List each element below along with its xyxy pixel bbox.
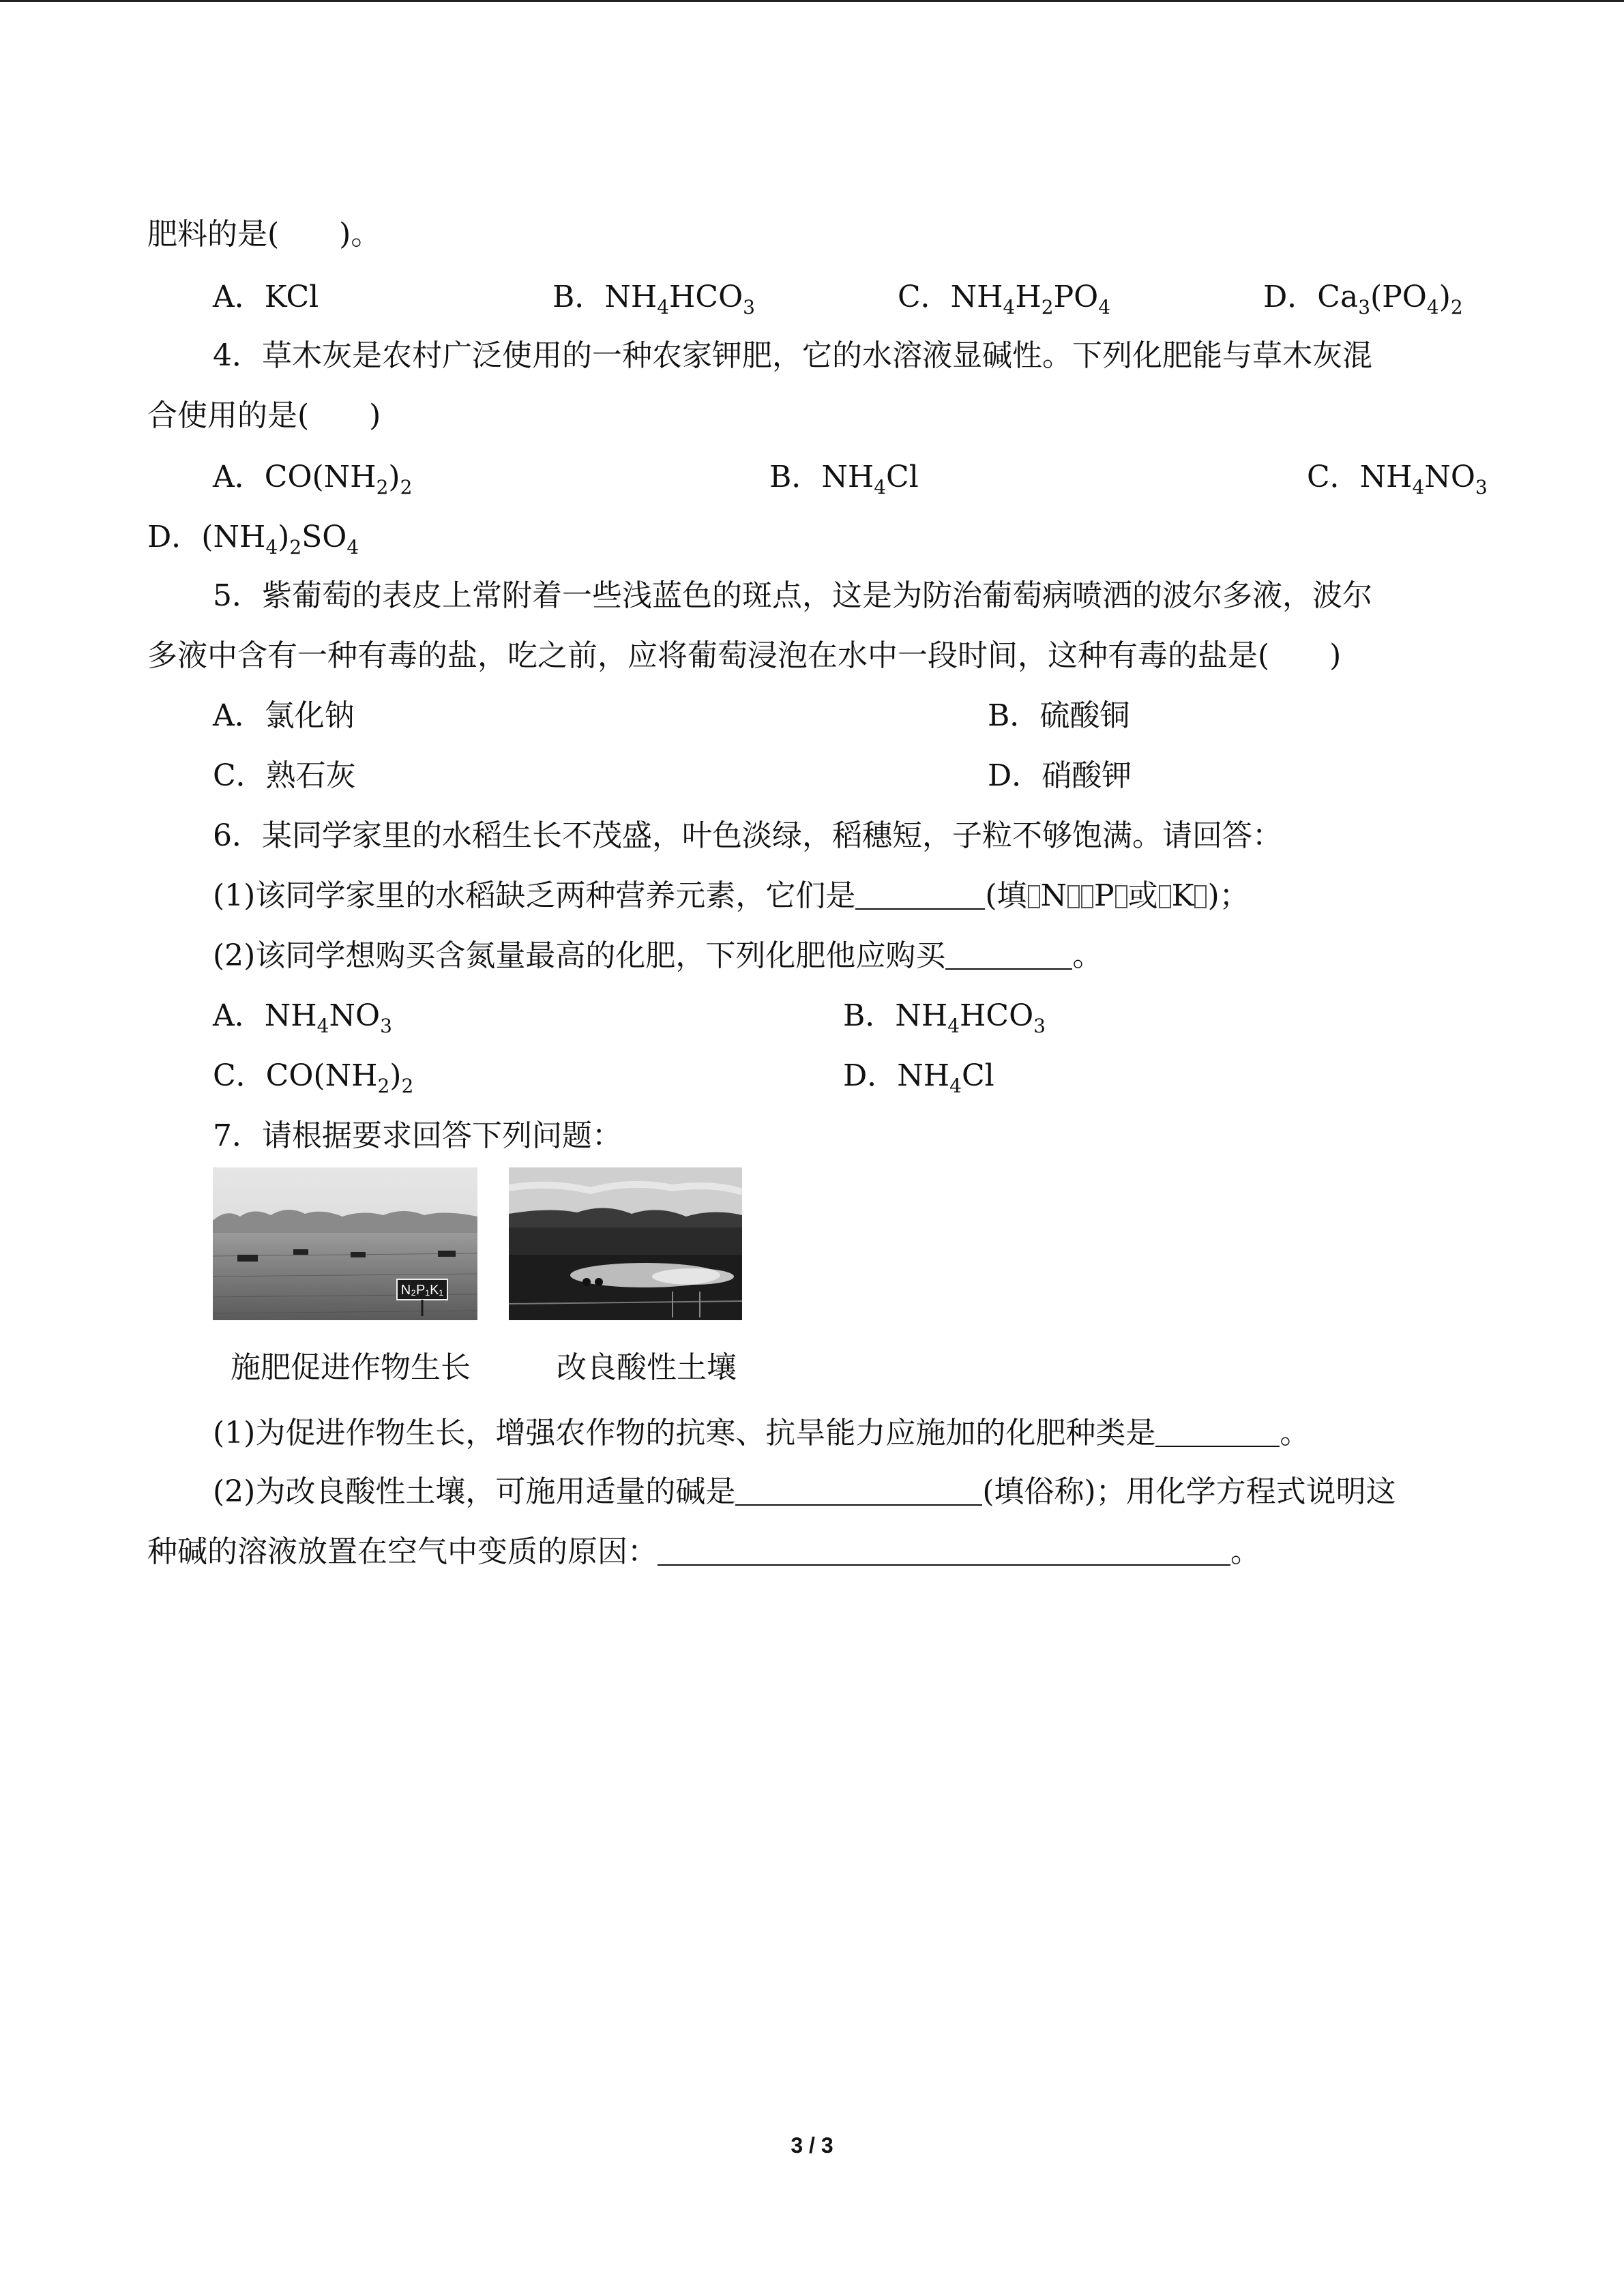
q6-option-d: D．$NH_4Cl$ — [843, 1058, 994, 1097]
q6-option-b: B．$NH_4HCO_3$ — [843, 998, 1046, 1037]
q6-box-5 — [1159, 885, 1171, 908]
q7-part2-line2: 种碱的溶液放置在空气中变质的原因： 。 — [147, 1534, 1260, 1569]
q7-part2-answer-blank[interactable] — [735, 1474, 982, 1506]
q4-option-d: D．$(NH_4)_2SO_4$ — [147, 520, 359, 558]
page-number: 3 / 3 — [791, 2133, 833, 2158]
q6-option-c: C．$CO(NH_2)_2$ — [213, 1058, 414, 1097]
q5-option-d: D．硝酸钾 — [988, 758, 1132, 793]
q7-stem: 7．请根据要求回答下列问题： — [213, 1118, 622, 1153]
q6-part1: (1)该同学家里的水稻缺乏两种营养元素，它们是 (填 N P 或 K )； — [213, 878, 1250, 913]
soil-improvement-photo — [509, 1167, 742, 1320]
q7-equation-answer-blank[interactable] — [658, 1534, 1230, 1566]
q3-tail: 肥料的是( )。 — [147, 217, 381, 252]
top-border — [0, 0, 1624, 2]
q5-stem-line2: 多液中含有一种有毒的盐，吃之前，应将葡萄浸泡在水中一段时间，这种有毒的盐是( ) — [147, 638, 1342, 673]
q6-part1-answer-blank[interactable] — [855, 878, 985, 910]
q5-option-a: A．氯化钠 — [213, 698, 355, 733]
q6-part2-answer-blank[interactable] — [945, 938, 1072, 970]
q7-part2-line1: (2)为改良酸性土壤，可施用适量的碱是 (填俗称)；用化学方程式说明这 — [213, 1474, 1396, 1509]
q6-box-2 — [1067, 885, 1080, 908]
fertilizer-sign-label: N₂P₁K₁ — [400, 1283, 444, 1298]
q4-option-a: A．$CO(NH_2)_2$ — [213, 460, 413, 498]
q4-option-c: C．$NH_4NO_3$ — [1307, 460, 1488, 498]
q5-option-c: C．熟石灰 — [213, 758, 356, 793]
q6-box-6 — [1194, 885, 1207, 908]
q3-option-b: B．$NH_4HCO_3$ — [552, 280, 755, 318]
q3-option-d: D．$Ca_3(PO_4)_2$ — [1263, 280, 1463, 318]
q7-part1-answer-blank[interactable] — [1155, 1416, 1280, 1447]
q4-stem-line2: 合使用的是( ) — [147, 398, 381, 433]
q4-option-b: B．$NH_4Cl$ — [769, 460, 919, 498]
q6-part2: (2)该同学想购买含氮量最高的化肥，下列化肥他应购买 。 — [213, 938, 1103, 973]
q5-option-b: B．硫酸铜 — [988, 698, 1130, 733]
photo1-caption: 施肥促进作物生长 — [231, 1350, 471, 1385]
q3-option-a: A．KCl — [213, 280, 319, 314]
q6-stem: 6．某同学家里的水稻生长不茂盛，叶色淡绿，稻穗短，子粒不够饱满。请回答： — [213, 818, 1282, 853]
q6-box-1 — [1028, 885, 1040, 908]
q7-part1: (1)为促进作物生长，增强农作物的抗寒、抗旱能力应施加的化肥种类是 。 — [213, 1416, 1310, 1450]
q4-stem-line1: 4．草木灰是农村广泛使用的一种农家钾肥，它的水溶液显碱性。下列化肥能与草木灰混 — [213, 338, 1372, 373]
q6-box-4 — [1115, 885, 1127, 908]
q5-stem-line1: 5．紫葡萄的表皮上常附着一些浅蓝色的斑点，这是为防治葡萄病喷洒的波尔多液，波尔 — [213, 578, 1372, 613]
q6-option-a: A．$NH_4NO_3$ — [213, 998, 392, 1037]
q6-box-3 — [1081, 885, 1093, 908]
photo2-caption: 改良酸性土壤 — [557, 1350, 737, 1385]
fertilizer-field-photo — [213, 1167, 477, 1320]
q3-option-c: C．$NH_4H_2PO_4$ — [898, 280, 1111, 318]
